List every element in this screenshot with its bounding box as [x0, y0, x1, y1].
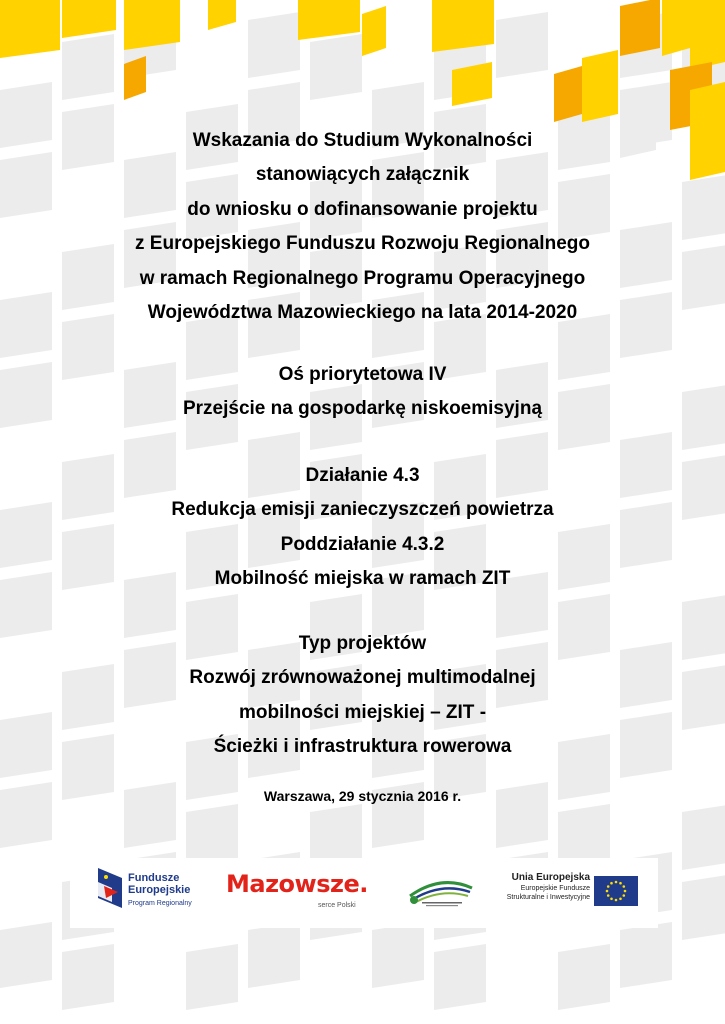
- background-tile: [682, 804, 725, 870]
- eu-star: [622, 894, 625, 897]
- background-tile: [620, 0, 660, 56]
- background-tile: [682, 874, 725, 940]
- eu-star: [619, 882, 622, 885]
- background-tile: [582, 50, 618, 122]
- background-tile: [0, 922, 52, 988]
- action-name: Redukcja emisji zanieczyszczeń powietrza: [171, 499, 554, 521]
- priority-axis-section: [0, 358, 725, 427]
- background-tile: [298, 0, 360, 40]
- background-tile: [662, 0, 690, 56]
- document-title: [0, 124, 725, 330]
- fe-emblem-icon: [98, 868, 122, 908]
- eu-star: [610, 882, 613, 885]
- subaction-name: Mobilność miejska w ramach ZIT: [214, 568, 511, 590]
- background-tile: [496, 12, 548, 78]
- title-line: z Europejskiego Funduszu Rozwoju Regionalnego: [135, 233, 590, 255]
- fe-line-2: Europejskie: [128, 884, 191, 896]
- project-type-label: Typ projektów: [298, 633, 427, 654]
- title-line: stanowiących załącznik: [255, 164, 470, 186]
- action-section: [0, 459, 725, 597]
- background-tile: [372, 922, 424, 988]
- background-tile: [186, 944, 238, 1010]
- project-type-line: Ścieżki i infrastruktura rowerowa: [213, 736, 512, 758]
- eu-star: [606, 890, 609, 893]
- eu-star: [607, 894, 610, 897]
- background-tile: [558, 944, 610, 1010]
- mazowiecka-jednostka-logo: [406, 874, 476, 910]
- subaction-label: Poddziałanie 4.3.2: [280, 533, 445, 555]
- background-tile: [434, 944, 486, 1010]
- background-tile: [248, 12, 300, 78]
- mazowsze-logo: [226, 870, 381, 920]
- date-line: Warszawa, 29 stycznia 2016 r.: [263, 788, 462, 804]
- ue-line-1: Unia Europejska: [511, 872, 590, 883]
- logo-strip: [70, 858, 658, 928]
- priority-axis-label: Oś priorytetowa IV: [278, 364, 447, 385]
- eu-star: [624, 890, 627, 893]
- background-tile: [0, 0, 60, 58]
- fe-line-1: Fundusze: [128, 872, 180, 884]
- background-tile: [62, 0, 116, 38]
- eu-star: [607, 885, 610, 888]
- background-tile: [124, 0, 180, 50]
- ue-line-2: Europejskie Fundusze: [520, 885, 590, 892]
- background-tile: [690, 0, 725, 70]
- project-type-line: mobilności miejskiej – ZIT -: [238, 701, 487, 723]
- mazowsze-wordmark: Mazowsze.: [226, 870, 368, 898]
- eu-star: [615, 881, 618, 884]
- eu-star: [619, 897, 622, 900]
- title-line: Województwa Mazowieckiego na lata 2014-2020: [147, 302, 578, 324]
- title-line: w ramach Regionalnego Programu Operacyjnego: [139, 267, 586, 289]
- background-tile: [62, 944, 114, 1010]
- title-line: do wniosku o dofinansowanie projektu: [187, 198, 538, 220]
- project-type-line: Rozwój zrównoważonej multimodalnej: [189, 667, 536, 689]
- background-tile: [620, 922, 672, 988]
- fe-line-3: Program Regionalny: [128, 900, 192, 907]
- eu-star: [615, 899, 618, 902]
- action-label: Działanie 4.3: [305, 465, 420, 486]
- mazowsze-tagline: serce Polski: [318, 902, 356, 909]
- background-tile: [62, 34, 114, 100]
- mazowiecka-jednostka-emblem-icon: [406, 874, 476, 910]
- eu-star: [622, 885, 625, 888]
- background-tile: [248, 922, 300, 988]
- eu-star: [610, 897, 613, 900]
- fe-name: [128, 872, 190, 896]
- unia-europejska-logo: [500, 872, 650, 912]
- background-tile: [554, 66, 582, 122]
- background-tile: [432, 0, 494, 52]
- ue-line-3: Strukturalne i Inwestycyjne: [506, 894, 590, 901]
- background-tile: [310, 34, 362, 100]
- background-tile: [208, 0, 236, 30]
- project-type-section: [0, 627, 725, 765]
- ue-text: [507, 872, 590, 902]
- title-line: Wskazania do Studium Wykonalności: [192, 130, 533, 151]
- fundusze-europejskie-logo: [98, 868, 228, 918]
- eu-flag-icon: [594, 876, 638, 906]
- priority-axis-name: Przejście na gospodarkę niskoemisyjną: [182, 398, 543, 420]
- background-tile: [362, 6, 386, 56]
